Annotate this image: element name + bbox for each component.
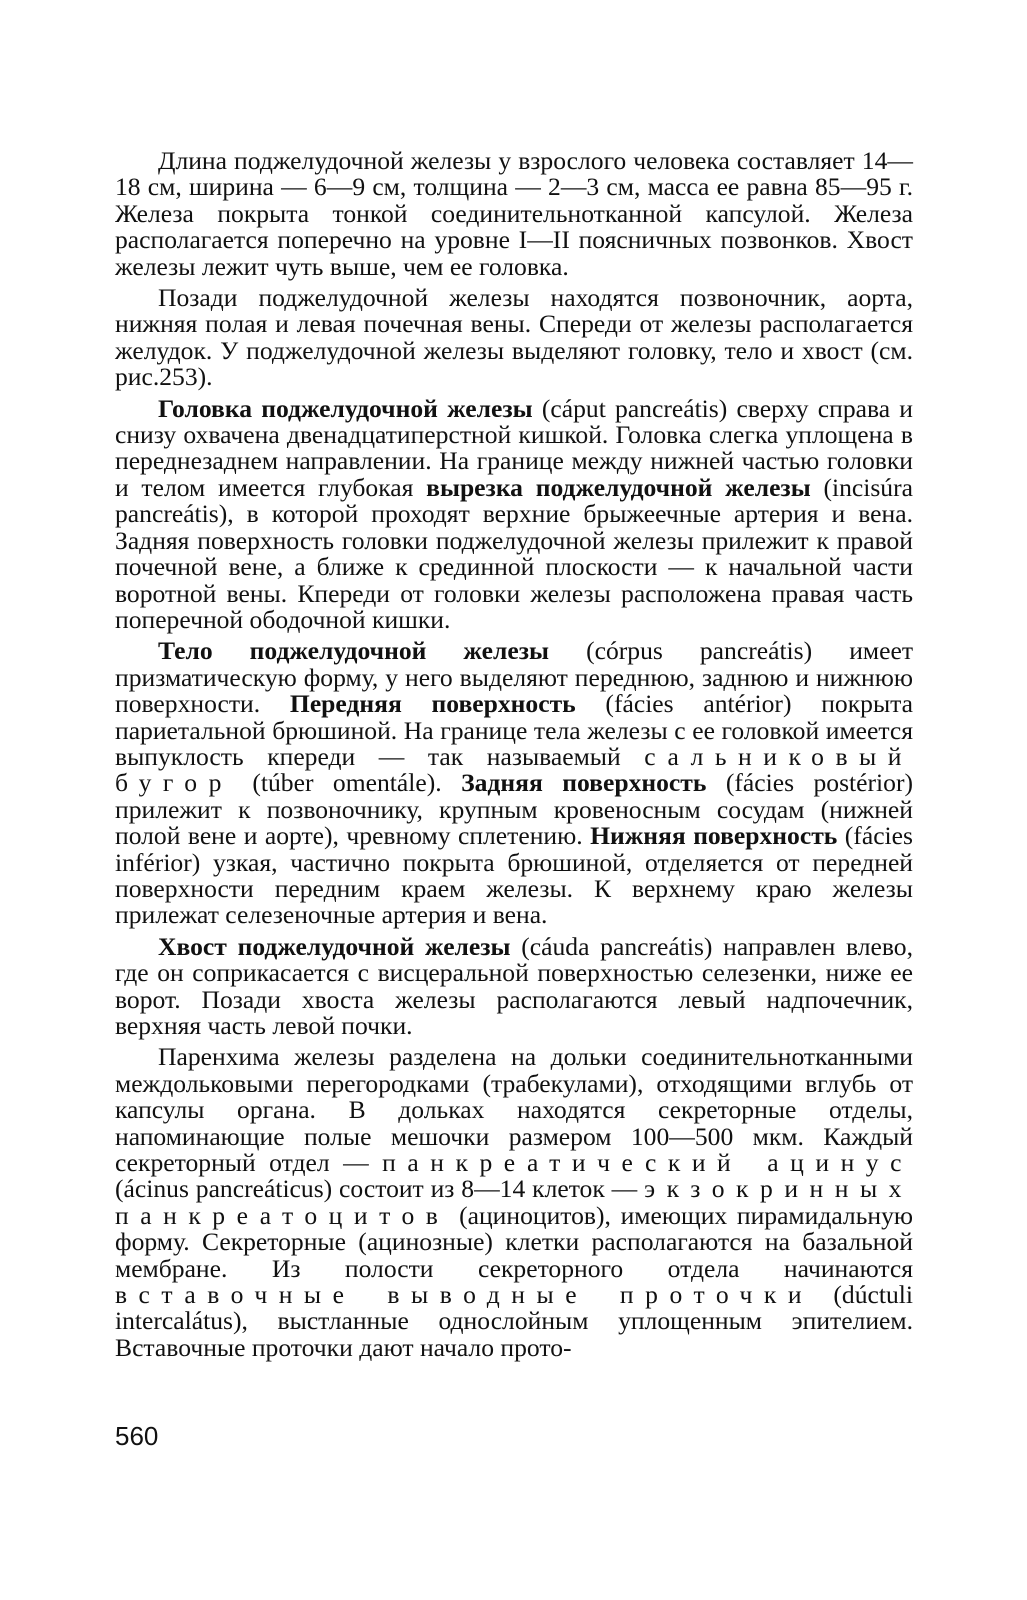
- spaced-term: вставочные выводные проточки: [115, 1280, 814, 1310]
- paragraph: [115, 1044, 913, 1361]
- paragraph: [115, 931, 913, 1040]
- bold-term: Хвост поджелудочной железы: [158, 931, 511, 961]
- text-run: (incisúra pancreátis), в которой проходят верхние брыжеечные артерия и вена. Задняя поверхность головки поджелудочной железы прилежит к правой почечной вене, а ближе к срединной плоскости — к начальной части воротной вены. Кпереди от головки железы расположена правая часть поперечной ободочной кишки.: [115, 472, 913, 634]
- spaced-term: панкреатический ацинус: [382, 1148, 913, 1178]
- text-run: Паренхима железы разделена на дольки соединительнотканными междольковыми перегородками (трабекулами), отходящими вглубь от капсулы органа. В дольках находятся секреторные отделы, напоминающие полые мешочки размером 100—500 мкм. Каждый секреторный отдел —: [115, 1042, 913, 1178]
- bold-term: Головка поджелудочной железы: [158, 393, 533, 423]
- bold-term: вырезка поджелудочной железы: [426, 472, 811, 502]
- bold-term: Передняя поверхность: [289, 689, 576, 719]
- text-run: (ациноцитов), имеющих пирамидальную форму. Секреторные (ацинозные) клетки располагаются на базальной мембране. Из полости секреторного отдела начинаются: [115, 1200, 913, 1283]
- paragraph: [115, 638, 913, 928]
- text-run: (fácies postérior) прилежит к позвоночнику, крупным кровеносным сосудам (нижней полой вене и аорте), чревному сплетению.: [115, 768, 913, 851]
- text-run: (túber omentále).: [232, 768, 462, 798]
- text-run: (dúctuli intercalátus), выстланные однослойным уплощенным эпителием. Вставочные проточки дают начало прото-: [115, 1280, 913, 1362]
- bold-term: Тело поджелудочной железы: [158, 636, 549, 666]
- spaced-term: экзокринных панкреатоцитов: [115, 1174, 913, 1230]
- text-run: (cáuda pancreátis) направлен влево, где он соприкасается с висцеральной поверхностью селезенки, ниже ее ворот. Позади хвоста железы располагаются левый надпочечник, верхняя часть левой почки.: [115, 931, 913, 1040]
- bold-term: Задняя поверхность: [461, 768, 707, 798]
- spaced-term: сальниковый бугор: [115, 741, 913, 798]
- text-run: (ácinus pancreáticus) состоит из 8—14 клеток —: [115, 1174, 645, 1204]
- paragraph: [115, 393, 913, 634]
- text-run: (fácies antérior) покрыта париетальной брюшиной. На границе тела железы с ее головкой имеется выпуклость кпереди — так называемый: [115, 689, 913, 771]
- bold-term: Нижняя поверхность: [590, 821, 838, 851]
- page-number: 560: [115, 1421, 159, 1451]
- paragraph: [115, 148, 913, 280]
- text-run: (cáput pancreátis) сверху справа и снизу охвачена двенадцатиперстной кишкой. Головка слегка уплощена в переднезаднем направлении. На границе между нижней частью головки и телом имеется глубокая: [115, 393, 913, 502]
- text-run: Длина поджелудочной железы у взрослого человека составляет 14—18 см, ширина — 6—9 см, толщина — 2—3 см, масса ее равна 85—95 г. Железа покрыта тонкой соединительнотканной капсулой. Железа располагается поперечно на уровне I—II поясничных позвонков. Хвост железы лежит чуть выше, чем ее головка.: [115, 146, 913, 281]
- body-text: [115, 148, 913, 1361]
- text-run: Позади поджелудочной железы находятся позвоночник, аорта, нижняя полая и левая почечная вены. Спереди от железы располагается желудок. У поджелудочной железы выделяют головку, тело и хвост (см. рис.253).: [115, 283, 913, 392]
- text-run: (córpus pancreátis) имеет призматическую форму, у него выделяют переднюю, заднюю и нижнюю поверхности.: [115, 636, 914, 719]
- paragraph: [115, 285, 913, 391]
- text-run: (fácies inférior) узкая, частично покрыта брюшиной, отделяется от передней поверхности передним краем железы. К верхнему краю железы прилежат селезеночные артерия и вена.: [115, 821, 913, 930]
